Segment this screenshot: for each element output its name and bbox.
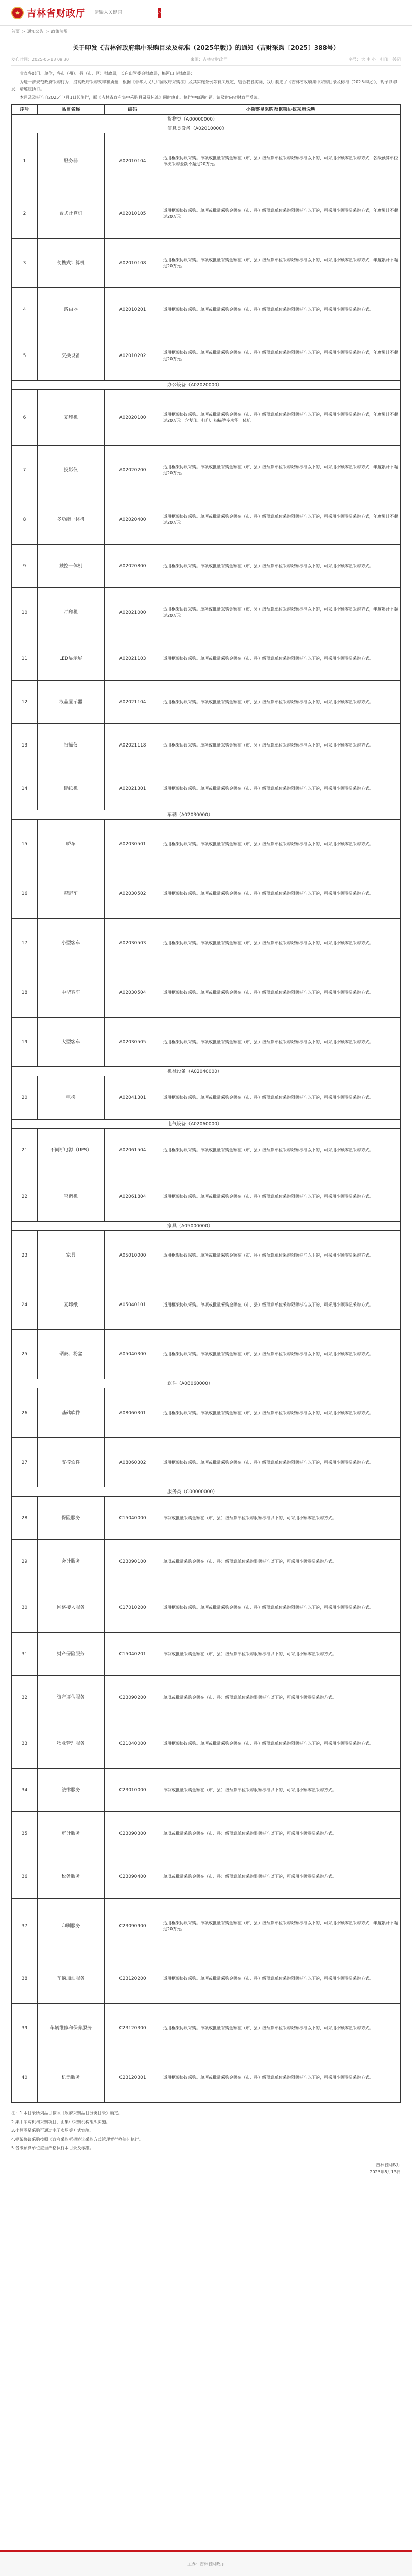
item-description: 适用框架协议采购。单项或批量采购金额在（市、县）级预算单位采购限额标准以下的，可采用小额零星采购方式。: [161, 681, 401, 724]
row-index: 4: [12, 288, 38, 331]
row-index: 15: [12, 820, 38, 869]
item-code: A02041301: [105, 1076, 161, 1120]
item-name: 硒鼓、粉盒: [38, 1330, 105, 1379]
table-row: [12, 288, 401, 331]
article-title: 关于印发《吉林省政府集中采购目录及标准（2025年版）》的通知（吉财采购〔2025〕388号）: [73, 44, 339, 52]
table-row: [12, 390, 401, 446]
table-row: [12, 1018, 401, 1067]
row-index: 20: [12, 1076, 38, 1120]
table-row: [12, 869, 401, 919]
table-row: [12, 767, 401, 810]
item-description: 单项或批量采购金额在（市、县）级预算单位采购限额标准以下的，可采用小额零星采购方式。: [161, 1769, 401, 1812]
category-row: [12, 1120, 401, 1129]
item-code: A02020200: [105, 446, 161, 495]
category-label: 电气设备（A02060000）: [12, 1120, 401, 1129]
site-header: [0, 0, 412, 26]
site-name: 吉林省财政厅: [27, 8, 85, 19]
item-name: 触控一体机: [38, 545, 105, 588]
row-index: 27: [12, 1438, 38, 1487]
publish-date: 发布时间：2025-05-13 09:30: [11, 57, 70, 62]
table-row: [12, 1172, 401, 1222]
row-index: 39: [12, 2004, 38, 2053]
row-index: 14: [12, 767, 38, 810]
item-code: C23090900: [105, 1899, 161, 1954]
item-name: 不间断电源（UPS）: [38, 1129, 105, 1172]
item-code: A02030504: [105, 968, 161, 1018]
item-name: 路由器: [38, 288, 105, 331]
row-index: 3: [12, 239, 38, 288]
category-row: [12, 381, 401, 390]
category-row: [12, 810, 401, 820]
row-index: 8: [12, 495, 38, 545]
table-row: [12, 545, 401, 588]
table-row: [12, 1899, 401, 1954]
item-code: A02030501: [105, 820, 161, 869]
search-icon[interactable]: ⌕: [158, 8, 161, 18]
table-row: [12, 1497, 401, 1540]
row-index: 26: [12, 1388, 38, 1438]
item-code: A02061804: [105, 1172, 161, 1222]
note-line: 5.各级预算单位应当严格执行本目录及标准。: [11, 2146, 94, 2150]
item-description: 适用框架协议采购。单项或批量采购金额在（市、县）级预算单位采购限额标准以下的，可采用小额零星采购方式，年度累计不超过20万元。: [161, 189, 401, 239]
article-meta: [11, 55, 401, 66]
table-row: [12, 681, 401, 724]
item-description: 单项或批量采购金额在（市、县）级预算单位采购限额标准以下的，可采用小额零星采购方式。: [161, 1812, 401, 1855]
item-description: 单项或批量采购金额在（市、县）级预算单位采购限额标准以下的，可采用小额零星采购方式。: [161, 1497, 401, 1540]
item-name: 碎纸机: [38, 767, 105, 810]
item-description: 适用框架协议采购。单项或批量采购金额在（市、县）级预算单位采购限额标准以下的，可采用小额零星采购方式。: [161, 767, 401, 810]
item-code: A08060301: [105, 1388, 161, 1438]
item-code: A02021301: [105, 767, 161, 810]
item-description: 适用框架协议采购。单项或批量采购金额在（市、县）级预算单位采购限额标准以下的，可采用小额零星采购方式。: [161, 919, 401, 968]
category-label: 服务类（C00000000）: [12, 1487, 401, 1497]
breadcrumb-separator: >: [45, 29, 49, 34]
article-tools: [349, 57, 401, 62]
item-code: C23090100: [105, 1540, 161, 1583]
item-code: A02020800: [105, 545, 161, 588]
item-code: C23090200: [105, 1676, 161, 1719]
close-link[interactable]: 关闭: [392, 57, 401, 62]
item-code: A02020100: [105, 390, 161, 446]
item-name: 大型客车: [38, 1018, 105, 1067]
item-name: 车辆维修和保养服务: [38, 2004, 105, 2053]
row-index: 33: [12, 1719, 38, 1769]
item-code: A02030505: [105, 1018, 161, 1067]
item-name: 打印机: [38, 588, 105, 637]
item-name: LED显示屏: [38, 637, 105, 681]
col-header-code: 编码: [105, 105, 161, 115]
item-name: 会计服务: [38, 1540, 105, 1583]
table-row: [12, 446, 401, 495]
font-size-control[interactable]: 字号：大 中 小: [348, 57, 376, 62]
item-code: C23090300: [105, 1812, 161, 1855]
item-description: 适用框架协议采购。单项或批量采购金额在（市、县）级预算单位采购限额标准以下的，可采用小额零星采购方式。: [161, 288, 401, 331]
table-row: [12, 189, 401, 239]
emblem-icon: ★: [11, 7, 24, 19]
row-index: 31: [12, 1633, 38, 1676]
item-name: 便携式计算机: [38, 239, 105, 288]
note-line: 2.集中采购机构采购项目，由集中采购机构组织实施。: [11, 2120, 110, 2124]
item-description: 适用框架协议采购。单项或批量采购金额在（市、县）级预算单位采购限额标准以下的，可采用小额零星采购方式。: [161, 1954, 401, 2004]
item-name: 保险服务: [38, 1497, 105, 1540]
note-line: 4.框架协议采购按照《政府采购框架协议采购方式管理暂行办法》执行。: [11, 2137, 143, 2142]
row-index: 19: [12, 1018, 38, 1067]
item-name: 中型客车: [38, 968, 105, 1018]
item-code: A02010104: [105, 133, 161, 189]
item-name: 小型客车: [38, 919, 105, 968]
item-description: 适用框架协议采购。单项或批量采购金额在（市、县）级预算单位采购限额标准以下的，可采用小额零星采购方式。: [161, 1280, 401, 1330]
item-code: A02021118: [105, 724, 161, 767]
breadcrumb: [0, 26, 412, 38]
item-code: C15040000: [105, 1497, 161, 1540]
table-row: [12, 1231, 401, 1280]
item-code: A02021103: [105, 637, 161, 681]
table-row: [12, 1540, 401, 1583]
notes: [11, 2110, 401, 2151]
intro-paragraph: 为进一步规范政府采购行为，提高政府采购效率和质量，根据《中华人民共和国政府采购法》及其实施条例等有关规定，结合我省实际，我厅制定了《吉林省政府集中采购目录及标准（2025年版）》，现予以印发，请遵照执行。: [11, 80, 397, 91]
item-name: 车辆加油服务: [38, 1954, 105, 2004]
table-row: [12, 1129, 401, 1172]
item-code: C23120300: [105, 2004, 161, 2053]
table-row: [12, 1076, 401, 1120]
category-label: 机械设备（A02040000）: [12, 1067, 401, 1076]
item-code: A05040300: [105, 1330, 161, 1379]
item-name: 电梯: [38, 1076, 105, 1120]
signer: 吉林省财政厅: [376, 2163, 401, 2167]
intro-paragraph: 省直各部门、单位，各市（州）、县（市、区）财政局，长白山管委会财政局，梅河口市财政局：: [20, 71, 195, 76]
item-code: A02030502: [105, 869, 161, 919]
item-description: 适用框架协议采购。单项或批量采购金额在（市、县）级预算单位采购限额标准以下的，可采用小额零星采购方式。: [161, 1172, 401, 1222]
row-index: 12: [12, 681, 38, 724]
article: [0, 38, 412, 2175]
item-name: 网络接入服务: [38, 1583, 105, 1633]
item-description: 适用框架协议采购。单项或批量采购金额在（市、县）级预算单位采购限额标准以下的，可采用小额零星采购方式。: [161, 820, 401, 869]
col-header-index: 序号: [12, 105, 38, 115]
search-box: [92, 8, 161, 18]
category-label: 车辆（A02030000）: [12, 810, 401, 820]
table-row: [12, 2004, 401, 2053]
item-description: 适用框架协议采购。单项或批量采购金额在（市、县）级预算单位采购限额标准以下的，可采用小额零星采购方式，年度累计不超过20万元。含复印、打印、扫描等多功能一体机。: [161, 390, 401, 446]
table-row: [12, 1769, 401, 1812]
row-index: 25: [12, 1330, 38, 1379]
intro-paragraph: 本目录及标准自2025年7月1日起施行，原《吉林省政府集中采购目录及标准》同时废止。执行中如遇问题，请及时向省财政厅反馈。: [20, 95, 262, 100]
table-row: [12, 1812, 401, 1855]
category-label: 软件（A08060000）: [12, 1379, 401, 1388]
print-link[interactable]: 打印: [380, 57, 388, 62]
category-row: [12, 1222, 401, 1231]
category-label: 家具（A05000000）: [12, 1222, 401, 1231]
row-index: 28: [12, 1497, 38, 1540]
row-index: 37: [12, 1899, 38, 1954]
table-row: [12, 2053, 401, 2103]
table-row: [12, 820, 401, 869]
table-row: [12, 919, 401, 968]
item-code: A08060302: [105, 1438, 161, 1487]
row-index: 29: [12, 1540, 38, 1583]
item-description: 单项或批量采购金额在（市、县）级预算单位采购限额标准以下的，可采用小额零星采购方式。: [161, 1676, 401, 1719]
item-name: 越野车: [38, 869, 105, 919]
category-label: 货物类（A00000000）: [12, 115, 401, 124]
row-index: 13: [12, 724, 38, 767]
row-index: 9: [12, 545, 38, 588]
item-description: 适用框架协议采购。单项或批量采购金额在（市、县）级预算单位采购限额标准以下的，可采用小额零星采购方式，年度累计不超过20万元。: [161, 495, 401, 545]
item-name: 物业管理服务: [38, 1719, 105, 1769]
site-logo[interactable]: [11, 6, 85, 20]
item-description: 适用框架协议采购。单项或批量采购金额在（市、县）级预算单位采购限额标准以下的，可采用小额零星采购方式。: [161, 637, 401, 681]
table-row: [12, 1719, 401, 1769]
item-description: 单项或批量采购金额在（市、县）级预算单位采购限额标准以下的，可采用小额零星采购方式。: [161, 1855, 401, 1899]
item-name: 家具: [38, 1231, 105, 1280]
row-index: 24: [12, 1280, 38, 1330]
item-code: C23010000: [105, 1769, 161, 1812]
item-description: 适用框架协议采购。单项或批量采购金额在（市、县）级预算单位采购限额标准以下的，可采用小额零星采购方式。: [161, 545, 401, 588]
procurement-table: [11, 104, 401, 2103]
item-name: 液晶显示器: [38, 681, 105, 724]
item-name: 税务服务: [38, 1855, 105, 1899]
item-description: 适用框架协议采购。单项或批量采购金额在（市、县）级预算单位采购限额标准以下的，可采用小额零星采购方式。: [161, 1129, 401, 1172]
category-label: 信息类设备（A02010000）: [12, 124, 401, 133]
item-description: 适用框架协议采购。单项或批量采购金额在（市、县）级预算单位采购限额标准以下的，可采用小额零星采购方式。: [161, 2004, 401, 2053]
row-index: 32: [12, 1676, 38, 1719]
item-name: 法律服务: [38, 1769, 105, 1812]
row-index: 35: [12, 1812, 38, 1855]
row-index: 30: [12, 1583, 38, 1633]
item-description: 适用框架协议采购。单项或批量采购金额在（市、县）级预算单位采购限额标准以下的，可采用小额零星采购方式，年度累计不超过20万元。: [161, 239, 401, 288]
item-code: A05040101: [105, 1280, 161, 1330]
row-index: 6: [12, 390, 38, 446]
breadcrumb-separator: >: [22, 29, 25, 34]
item-code: A02030503: [105, 919, 161, 968]
row-index: 34: [12, 1769, 38, 1812]
item-description: 适用框架协议采购。单项或批量采购金额在（市、县）级预算单位采购限额标准以下的，可采用小额零星采购方式，年度累计不超过20万元。: [161, 588, 401, 637]
item-code: C17010200: [105, 1583, 161, 1633]
item-name: 服务器: [38, 133, 105, 189]
item-name: 支撑软件: [38, 1438, 105, 1487]
item-description: 适用框架协议采购。单项或批量采购金额在（市、县）级预算单位采购限额标准以下的，可采用小额零星采购方式。: [161, 2053, 401, 2103]
item-code: C15040201: [105, 1633, 161, 1676]
item-description: 适用框架协议采购。单项或批量采购金额在（市、县）级预算单位采购限额标准以下的，可采用小额零星采购方式。: [161, 1583, 401, 1633]
item-name: 空调机: [38, 1172, 105, 1222]
breadcrumb-current[interactable]: 政策法规: [51, 29, 68, 34]
row-index: 2: [12, 189, 38, 239]
row-index: 10: [12, 588, 38, 637]
item-description: 适用框架协议采购。单项或批量采购金额在（市、县）级预算单位采购限额标准以下的，可采用小额零星采购方式。: [161, 724, 401, 767]
item-description: 适用框架协议采购。单项或批量采购金额在（市、县）级预算单位采购限额标准以下的，可采用小额零星采购方式。: [161, 1231, 401, 1280]
item-description: 适用框架协议采购。单项或批量采购金额在（市、县）级预算单位采购限额标准以下的，可采用小额零星采购方式。: [161, 1076, 401, 1120]
item-name: 轿车: [38, 820, 105, 869]
row-index: 36: [12, 1855, 38, 1899]
item-name: 审计服务: [38, 1812, 105, 1855]
item-description: 适用框架协议采购。单项或批量采购金额在（市、县）级预算单位采购限额标准以下的，可采用小额零星采购方式。: [161, 1388, 401, 1438]
item-description: 适用框架协议采购。单项或批量采购金额在（市、县）级预算单位采购限额标准以下的，可采用小额零星采购方式。: [161, 968, 401, 1018]
table-row: [12, 724, 401, 767]
site-footer: [0, 2550, 412, 2576]
item-code: C23120200: [105, 1954, 161, 2004]
item-description: 适用框架协议采购。单项或批量采购金额在（市、县）级预算单位采购限额标准以下的，可采用小额零星采购方式。: [161, 1719, 401, 1769]
item-code: A02010201: [105, 288, 161, 331]
table-row: [12, 1388, 401, 1438]
table-row: [12, 1676, 401, 1719]
table-row: [12, 1855, 401, 1899]
table-row: [12, 331, 401, 381]
item-name: 复印机: [38, 390, 105, 446]
table-row: [12, 133, 401, 189]
row-index: 16: [12, 869, 38, 919]
sign-date: 2025年5月13日: [370, 2170, 401, 2174]
item-description: 适用框架协议采购。单项或批量采购金额在（市、县）级预算单位采购限额标准以下的，可采用小额零星采购方式，年度累计不超过20万元。: [161, 446, 401, 495]
table-header-row: [12, 105, 401, 115]
item-code: A02021104: [105, 681, 161, 724]
item-code: C21040000: [105, 1719, 161, 1769]
item-code: A02010105: [105, 189, 161, 239]
table-row: [12, 1330, 401, 1379]
table-row: [12, 1583, 401, 1633]
item-description: 适用框架协议采购。单项或批量采购金额在（市、县）级预算单位采购限额标准以下的，可采用小额零星采购方式，年度累计不超过20万元。: [161, 331, 401, 381]
item-code: A02010202: [105, 331, 161, 381]
table-body: [12, 115, 401, 2103]
col-header-description: 小额零星采购及框架协议采购说明: [161, 105, 401, 115]
item-code: C23090400: [105, 1855, 161, 1899]
item-name: 扫描仪: [38, 724, 105, 767]
item-name: 基础软件: [38, 1388, 105, 1438]
category-row: [12, 115, 401, 124]
row-index: 5: [12, 331, 38, 381]
item-name: 台式计算机: [38, 189, 105, 239]
row-index: 38: [12, 1954, 38, 2004]
item-name: 投影仪: [38, 446, 105, 495]
item-code: A02010108: [105, 239, 161, 288]
table-row: [12, 495, 401, 545]
item-description: 适用框架协议采购。单项或批量采购金额在（市、县）级预算单位采购限额标准以下的，可采用小额零星采购方式。: [161, 1330, 401, 1379]
row-index: 21: [12, 1129, 38, 1172]
row-index: 7: [12, 446, 38, 495]
category-row: [12, 1379, 401, 1388]
item-name: 多功能一体机: [38, 495, 105, 545]
row-index: 11: [12, 637, 38, 681]
breadcrumb-home[interactable]: 首页: [11, 29, 20, 34]
search-input[interactable]: [92, 8, 158, 18]
item-description: 适用框架协议采购。单项或批量采购金额在（市、县）级预算单位采购限额标准以下的，可采用小额零星采购方式。: [161, 1438, 401, 1487]
item-code: A02061504: [105, 1129, 161, 1172]
item-description: 适用框架协议采购。单项或批量采购金额在（市、县）级预算单位采购限额标准以下的，可采用小额零星采购方式。: [161, 869, 401, 919]
item-description: 适用框架协议采购。单项或批量采购金额在（市、县）级预算单位采购限额标准以下的，可采用小额零星采购方式，各级预算单位单次采购金额不超过20万元。: [161, 133, 401, 189]
item-description: 单项或批量采购金额在（市、县）级预算单位采购限额标准以下的，可采用小额零星采购方式。: [161, 1540, 401, 1583]
item-code: A02021000: [105, 588, 161, 637]
signature-block: [11, 2162, 401, 2175]
row-index: 22: [12, 1172, 38, 1222]
item-description: 适用框架协议采购。单项或批量采购金额在（市、县）级预算单位采购限额标准以下的，可采用小额零星采购方式，年度累计不超过20万元。: [161, 1899, 401, 1954]
item-code: C23120301: [105, 2053, 161, 2103]
item-code: A02020400: [105, 495, 161, 545]
row-index: 1: [12, 133, 38, 189]
item-name: 资产评估服务: [38, 1676, 105, 1719]
item-name: 复印纸: [38, 1280, 105, 1330]
note-line: 3.小额零星采购可通过电子卖场等方式实施。: [11, 2128, 94, 2133]
item-name: 机票服务: [38, 2053, 105, 2103]
col-header-name: 品目名称: [38, 105, 105, 115]
table-row: [12, 968, 401, 1018]
item-description: 单项或批量采购金额在（市、县）级预算单位采购限额标准以下的，可采用小额零星采购方式。: [161, 1633, 401, 1676]
category-row: [12, 1487, 401, 1497]
table-row: [12, 1954, 401, 2004]
item-name: 财产保险服务: [38, 1633, 105, 1676]
row-index: 17: [12, 919, 38, 968]
item-name: 交换设备: [38, 331, 105, 381]
breadcrumb-notice[interactable]: 通知公告: [27, 29, 44, 34]
table-row: [12, 1438, 401, 1487]
note-line: 注：1.本目录所列品目按照《政府采购品目分类目录》确定。: [11, 2111, 123, 2115]
row-index: 18: [12, 968, 38, 1018]
article-source: 来源：吉林省财政厅: [190, 57, 228, 62]
category-label: 办公设备（A02020000）: [12, 381, 401, 390]
table-row: [12, 588, 401, 637]
item-description: 适用框架协议采购。单项或批量采购金额在（市、县）级预算单位采购限额标准以下的，可采用小额零星采购方式。: [161, 1018, 401, 1067]
table-row: [12, 1633, 401, 1676]
footer-text: 主办：吉林省财政厅: [187, 2562, 225, 2566]
table-row: [12, 1280, 401, 1330]
table-row: [12, 239, 401, 288]
table-row: [12, 637, 401, 681]
item-code: A05010000: [105, 1231, 161, 1280]
category-row: [12, 124, 401, 133]
row-index: 23: [12, 1231, 38, 1280]
item-name: 印刷服务: [38, 1899, 105, 1954]
row-index: 40: [12, 2053, 38, 2103]
category-row: [12, 1067, 401, 1076]
